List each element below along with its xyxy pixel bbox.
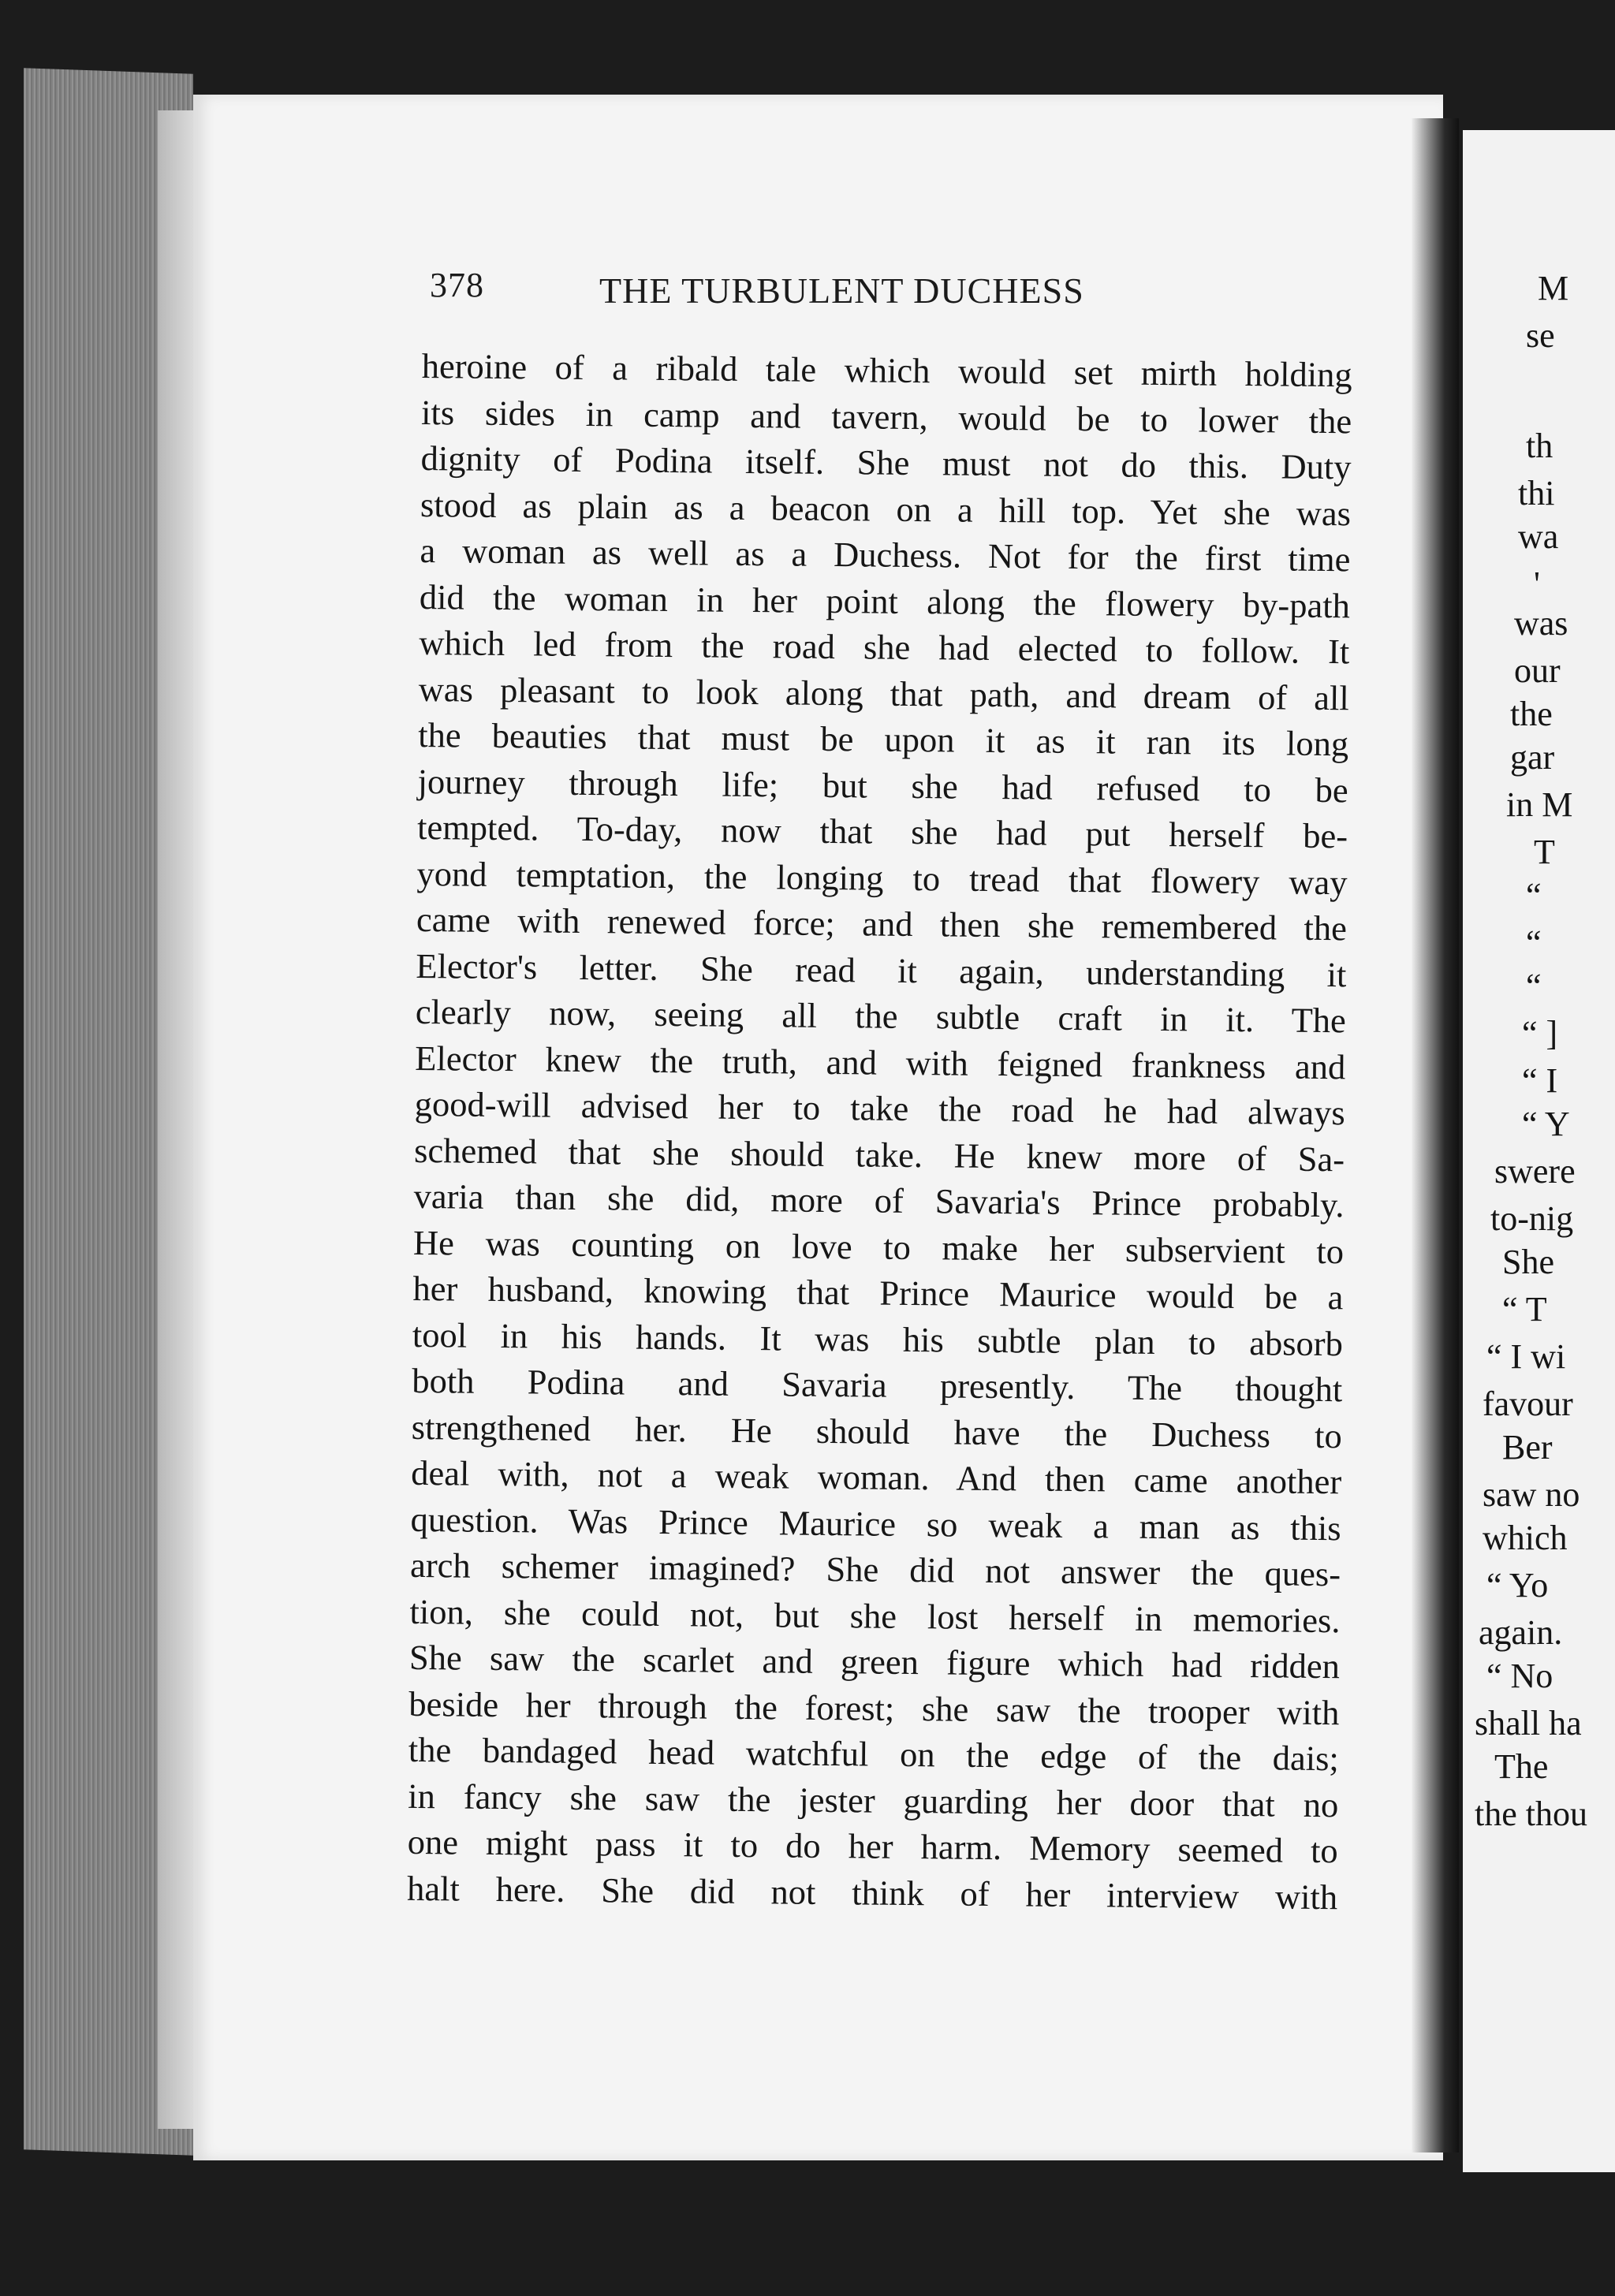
facing-text-fragment: T	[1534, 833, 1555, 871]
facing-text-fragment: She	[1502, 1243, 1554, 1281]
facing-text-fragment: gar	[1510, 738, 1555, 777]
page-title: THE TURBULENT DUCHESS	[599, 270, 1084, 311]
text-line: did the woman in her point along the flowery by-path	[419, 576, 1351, 625]
facing-text-fragment: “ T	[1502, 1290, 1547, 1329]
text-line: its sides in camp and tavern, would be to lower the	[420, 392, 1352, 441]
facing-text-fragment: was	[1514, 604, 1568, 643]
text-line: both Podina and Savaria presently. The thought	[412, 1360, 1343, 1410]
text-line: a woman as well as a Duchess. Not for the first time	[420, 530, 1351, 580]
text-line: Elector knew the truth, and with feigned frankness and	[415, 1038, 1346, 1086]
text-line: varia than she did, more of Savaria's Prince probably.	[413, 1176, 1345, 1225]
text-line: She saw the scarlet and green figure which had ridden	[408, 1637, 1341, 1687]
facing-text-fragment: “	[1526, 876, 1542, 915]
facing-text-fragment: saw no	[1483, 1475, 1580, 1514]
text-line: heroine of a ribald tale which would set mirth holding	[421, 345, 1352, 395]
body-text	[407, 343, 1352, 1920]
facing-page	[1463, 130, 1615, 2172]
text-line: He was counting on love to make her subservient to	[412, 1222, 1345, 1271]
text-line: tool in his hands. It was his subtle plan to absorb	[412, 1314, 1344, 1363]
facing-text-fragment: the	[1510, 695, 1553, 733]
facing-text-fragment: to-nig	[1490, 1199, 1574, 1238]
facing-text-fragment: “ I wi	[1486, 1337, 1566, 1376]
text-line: in fancy she saw the jester guarding her door that no	[408, 1776, 1339, 1824]
text-line: yond temptation, the longing to tread that flowery way	[416, 853, 1348, 902]
facing-text-fragment: in M	[1506, 785, 1573, 824]
text-line: one might pass it to do her harm. Memory seemed to	[407, 1821, 1338, 1871]
text-line: came with renewed force; and then she remembered the	[416, 899, 1348, 949]
text-line: the bandaged head watchful on the edge of the dais;	[408, 1729, 1340, 1779]
facing-text-fragment: '	[1534, 565, 1540, 603]
facing-text-fragment: “ Y	[1522, 1105, 1570, 1143]
facing-text-fragment: shall ha	[1475, 1704, 1582, 1742]
page-number: 378	[430, 266, 484, 304]
text-line: deal with, not a weak woman. And then came another	[411, 1452, 1342, 1502]
text-line: halt here. She did not think of her interview with	[406, 1868, 1338, 1917]
text-line: Elector's letter. She read it again, understanding it	[416, 945, 1347, 994]
facing-text-fragment: swere	[1494, 1152, 1576, 1191]
facing-text-fragment: again.	[1479, 1613, 1563, 1652]
book-gutter	[1412, 118, 1459, 2152]
text-line: stood as plain as a beacon on a hill top. Yet she was	[420, 484, 1352, 533]
text-line: her husband, knowing that Prince Maurice would be a	[412, 1268, 1344, 1318]
facing-text-fragment: M	[1538, 269, 1569, 308]
facing-text-fragment: “	[1526, 923, 1542, 962]
text-line: was pleasant to look along that path, and dream of all	[418, 669, 1349, 718]
text-line: good-will advised her to take the road he had always	[414, 1083, 1345, 1133]
text-line: question. Was Prince Maurice so weak a man as this	[410, 1499, 1341, 1548]
text-line: beside her through the forest; she saw the trooper with	[408, 1683, 1340, 1732]
text-line: arch schemer imagined? She did not answer the ques-	[409, 1545, 1341, 1594]
facing-text-fragment: “	[1526, 967, 1542, 1005]
text-line: journey through life; but she had refused to be	[417, 761, 1348, 810]
facing-text-fragment: favour	[1483, 1385, 1573, 1423]
facing-text-fragment: th	[1526, 427, 1553, 465]
text-line: schemed that she should take. He knew more of Sa-	[413, 1130, 1345, 1179]
text-line: tempted. To-day, now that she had put herself be-	[416, 807, 1348, 856]
text-line: tion, she could not, but she lost herself in memories.	[409, 1591, 1341, 1640]
facing-text-fragment: “ No	[1486, 1657, 1553, 1695]
facing-text-fragment: wa	[1518, 517, 1559, 556]
text-line: strengthened her. He should have the Duchess to	[411, 1407, 1342, 1456]
facing-text-fragment: which	[1483, 1519, 1568, 1557]
text-line: the beauties that must be upon it as it ran its long	[417, 714, 1349, 764]
text-line: which led from the road she had elected to follow. It	[419, 622, 1350, 672]
facing-text-fragment: se	[1526, 316, 1555, 355]
facing-text-fragment: “ I	[1522, 1061, 1558, 1100]
facing-text-fragment: “ ]	[1522, 1014, 1558, 1053]
facing-text-fragment: the thou	[1475, 1795, 1587, 1833]
facing-text-fragment: thi	[1518, 474, 1555, 512]
facing-text-fragment: Ber	[1502, 1428, 1553, 1467]
running-head	[430, 260, 1218, 315]
text-line: clearly now, seeing all the subtle craft in it. The	[415, 991, 1347, 1041]
facing-text-fragment: “ Yo	[1486, 1566, 1549, 1605]
facing-text-fragment: The	[1494, 1747, 1549, 1786]
facing-text-fragment: our	[1514, 651, 1561, 690]
text-line: dignity of Podina itself. She must not do this. Duty	[420, 438, 1352, 487]
